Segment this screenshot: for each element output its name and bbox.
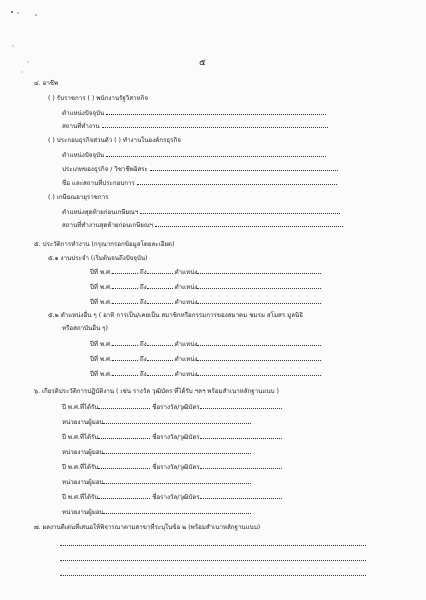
fill-line xyxy=(112,340,138,346)
position-label: ตำแหน่ง xyxy=(174,341,198,348)
field-label: ตำแหน่งปัจจุบัน xyxy=(62,110,105,117)
to-label: ถึง xyxy=(139,371,147,378)
award-row xyxy=(62,403,282,412)
year-label: ปีที่ พ.ศ. xyxy=(90,284,112,291)
award-name-label: ชื่อรางวัล/วุฒิบัตร xyxy=(152,464,200,471)
fill-line xyxy=(98,403,150,409)
position-label: ตำแหน่ง xyxy=(174,371,198,378)
fill-line xyxy=(200,493,282,499)
to-label: ถึง xyxy=(139,341,147,348)
fill-line xyxy=(197,355,321,361)
scan-specks xyxy=(8,6,38,76)
fill-line xyxy=(197,340,321,346)
fill-line xyxy=(197,268,321,274)
year-label: ปีที่ พ.ศ. xyxy=(90,269,112,276)
section-7-heading: ๗. ผลงานดีเด่นที่เสนอให้พิจารณาตามสาขาที่ระบุในข้อ ๒ (พร้อมสำเนาหลักฐานแนบ) xyxy=(34,524,261,531)
field-current-position-b xyxy=(62,151,326,160)
field-last-position xyxy=(62,208,340,217)
year-label: ปีที่ พ.ศ. xyxy=(90,341,112,348)
field-label: ประเภทของธุรกิจ / วิชาชีพอิสระ xyxy=(62,166,148,173)
year-received-label: ปี พ.ศ.ที่ได้รับ xyxy=(62,434,99,441)
fill-line xyxy=(98,463,150,469)
agency-row xyxy=(62,448,251,457)
option-government: ( ) รับราชการ ( ) พนักงานรัฐวิสาหกิจ xyxy=(48,95,148,102)
agency-label: หน่วยงานผู้มอบ xyxy=(62,419,104,426)
fill-line xyxy=(102,122,328,128)
award-row xyxy=(62,433,282,442)
fill-line xyxy=(200,433,282,439)
answer-line xyxy=(60,545,366,546)
fill-line xyxy=(200,403,282,409)
agency-label: หน่วยงานผู้มอบ xyxy=(62,479,104,486)
subsection-5-2-line1: ๕.๒ ตำแหน่งอื่น ๆ ( อาทิ การเป็น/เคยเป็น สมาชิกหรือกรรมการของสมาคม ชมรม สโมสร มูลนิธิ xyxy=(48,312,304,319)
fill-line xyxy=(147,370,173,376)
position-label: ตำแหน่ง xyxy=(174,356,198,363)
fill-line xyxy=(140,208,340,214)
work-row xyxy=(90,283,321,292)
fill-line xyxy=(106,151,326,157)
position-label: ตำแหน่ง xyxy=(174,299,198,306)
year-label: ปีที่ พ.ศ. xyxy=(90,299,112,306)
fill-line xyxy=(98,493,150,499)
fill-line xyxy=(103,418,251,424)
fill-line xyxy=(197,298,321,304)
agency-label: หน่วยงานผู้มอบ xyxy=(62,509,104,516)
field-label: สถานที่ทำงานสุดท้ายก่อนเกษียณฯ xyxy=(62,222,154,229)
year-label: ปีที่ พ.ศ. xyxy=(90,356,112,363)
award-name-label: ชื่อรางวัล/วุฒิบัตร xyxy=(152,434,200,441)
field-last-workplace xyxy=(62,221,343,230)
agency-label: หน่วยงานผู้มอบ xyxy=(62,449,104,456)
to-label: ถึง xyxy=(139,284,147,291)
to-label: ถึง xyxy=(139,299,147,306)
field-business-type xyxy=(62,165,338,174)
agency-row xyxy=(62,478,251,487)
year-received-label: ปี พ.ศ.ที่ได้รับ xyxy=(62,404,99,411)
field-label: ตำแหน่งสุดท้ายก่อนเกษียณฯ xyxy=(62,209,139,216)
position-label: ตำแหน่ง xyxy=(174,269,198,276)
section-4-heading: ๔. อาชีพ xyxy=(34,80,59,87)
fill-line xyxy=(147,268,173,274)
to-label: ถึง xyxy=(139,269,147,276)
fill-line xyxy=(112,268,138,274)
work-row xyxy=(90,268,321,277)
year-label: ปีที่ พ.ศ. xyxy=(90,371,112,378)
field-label: ชื่อ และสถานที่ประกอบการ xyxy=(62,180,135,187)
fill-line xyxy=(197,370,321,376)
award-row xyxy=(62,463,282,472)
award-row xyxy=(62,493,282,502)
fill-line xyxy=(103,478,251,484)
fill-line xyxy=(103,508,251,514)
subsection-5-1: ๕.๑ งานประจำ (เริ่มต้นจนถึงปัจจุบัน) xyxy=(48,255,148,262)
fill-line xyxy=(112,298,138,304)
subsection-5-2-line2: หรือสถาบันอื่น ๆ) xyxy=(62,325,108,332)
page-number: ๕ xyxy=(199,58,206,68)
fill-line xyxy=(137,179,337,185)
fill-line xyxy=(150,165,338,171)
answer-line xyxy=(60,560,366,561)
fill-line xyxy=(112,355,138,361)
field-label: ตำแหน่งปัจจุบัน xyxy=(62,152,105,159)
position-label: ตำแหน่ง xyxy=(174,284,198,291)
section-6-heading: ๖. เกียรติประวัติการปฏิบัติงาน ( เช่น รางวัล วุฒิบัตร ที่ได้รับ ฯลฯ พร้อมสำเนาหลักฐานแนบ ) xyxy=(34,388,279,395)
fill-line xyxy=(98,433,150,439)
section-5-heading: ๕. ประวัติการทำงาน (กรุณากรอกข้อมูลโดยละเอียด) xyxy=(34,241,175,248)
answer-line xyxy=(60,575,366,576)
fill-line xyxy=(197,283,321,289)
award-name-label: ชื่อรางวัล/วุฒิบัตร xyxy=(152,404,200,411)
fill-line xyxy=(106,109,326,115)
other-position-row xyxy=(90,340,321,349)
fill-line xyxy=(112,370,138,376)
other-position-row xyxy=(90,355,321,364)
agency-row xyxy=(62,508,251,517)
fill-line xyxy=(155,221,343,227)
field-business-name xyxy=(62,179,337,188)
field-current-position xyxy=(62,109,326,118)
fill-line xyxy=(147,283,173,289)
fill-line xyxy=(147,355,173,361)
agency-row xyxy=(62,418,251,427)
option-retired: ( ) เกษียณอายุราชการ xyxy=(48,194,109,201)
fill-line xyxy=(112,283,138,289)
fill-line xyxy=(103,448,251,454)
award-name-label: ชื่อรางวัล/วุฒิบัตร xyxy=(152,494,200,501)
fill-line xyxy=(147,340,173,346)
fill-line xyxy=(147,298,173,304)
fill-line xyxy=(200,463,282,469)
to-label: ถึง xyxy=(139,356,147,363)
option-business: ( ) ประกอบธุรกิจส่วนตัว ( ) ทำงานในองค์กรธุรกิจ xyxy=(48,137,181,144)
year-received-label: ปี พ.ศ.ที่ได้รับ xyxy=(62,494,99,501)
field-label: สถานที่ทำงาน xyxy=(62,123,100,130)
other-position-row xyxy=(90,370,321,379)
year-received-label: ปี พ.ศ.ที่ได้รับ xyxy=(62,464,99,471)
field-workplace xyxy=(62,122,328,131)
work-row xyxy=(90,298,321,307)
